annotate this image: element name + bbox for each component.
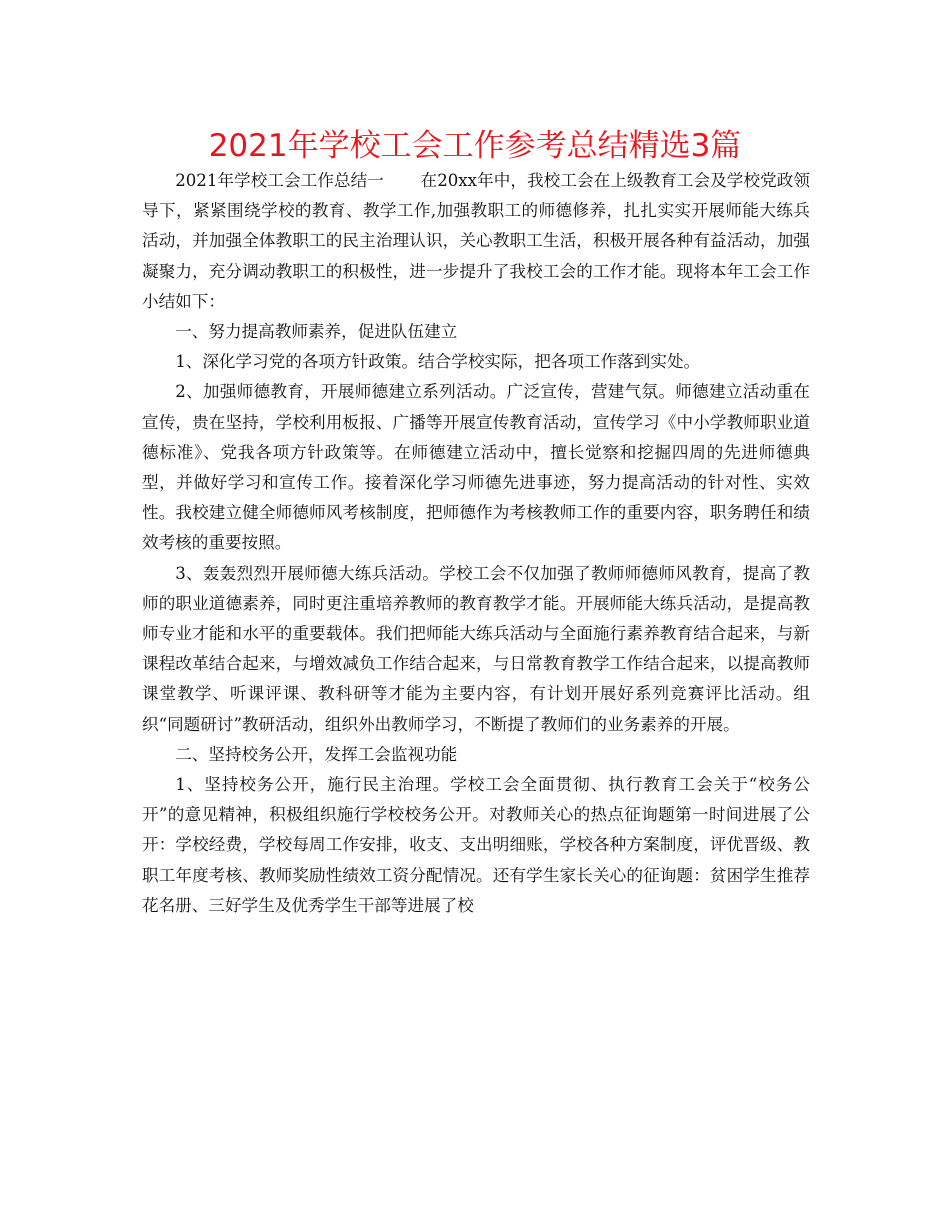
paragraph-text: 在20xx年中，我校工会在上级教育工会及学校党政领导下，紧紧围绕学校的教育、教学工作,加强教职工的师德修养，扎扎实实开展师能大练兵活动，并加强全体教职工的民主治理认识，关心教职工生活，积极开展各种有益活动，加强凝聚力，充分调动教职工的积极性，进一步提升了我校工会的工作才能。现将本年工会工作小结如下：: [142, 171, 810, 311]
paragraph-intro: [142, 166, 810, 317]
paragraph: 2、加强师德教育，开展师德建立系列活动。广泛宣传，营建气氛。师德建立活动重在宣传，贵在坚持，学校利用板报、广播等开展宣传教育活动，宣传学习《中小学教师职业道德标准》、党我各项方针政策等。在师德建立活动中，擅长觉察和挖掘四周的先进师德典型，并做好学习和宣传工作。接着深化学习师德先进事迹，努力提高活动的针对性、实效性。我校建立健全师德师风考核制度，把师德作为考核教师工作的重要内容，职务聘任和绩效考核的重要按照。: [142, 382, 810, 553]
document-title: 2021年学校工会工作参考总结精选3篇: [208, 128, 742, 164]
document-body: [142, 166, 810, 921]
paragraph: 1、深化学习党的各项方针政策。结合学校实际，把各项工作落到实处。: [175, 352, 701, 372]
paragraph: 1、坚持校务公开，施行民主治理。学校工会全面贯彻、执行教育工会关于“校务公开”的意见精神，积极组织施行学校校务公开。对教师关心的热点征询题第一时间进展了公开：学校经费，学校每周工作安排，收支、支出明细账，学校各种方案制度，评优晋级、教职工年度考核、教师奖励性绩效工资分配情况。还有学生家长关心的征询题：贫困学生推荐花名册、三好学生及优秀学生干部等进展了校: [142, 775, 810, 915]
paragraph: 3、轰轰烈烈开展师德大练兵活动。学校工会不仅加强了教师师德师风教育，提高了教师的职业道德素养，同时更注重培养教师的教育教学才能。开展师能大练兵活动，是提高教师专业才能和水平的重要载体。我们把师能大练兵活动与全面施行素养教育结合起来，与新课程改革结合起来，与增效减负工作结合起来，与日常教育教学工作结合起来，以提高教师课堂教学、听课评课、教科研等才能为主要内容，有计划开展好系列竞赛评比活动。组织“同题研讨”教研活动，组织外出教师学习，不断提了教师们的业务素养的开展。: [142, 563, 810, 734]
section-heading-2: 二、坚持校务公开，发挥工会监视功能: [175, 744, 458, 764]
intro-heading: 2021年学校工会工作总结一: [175, 171, 384, 190]
section-heading-1: 一、努力提高教师素养，促进队伍建立: [175, 322, 458, 342]
